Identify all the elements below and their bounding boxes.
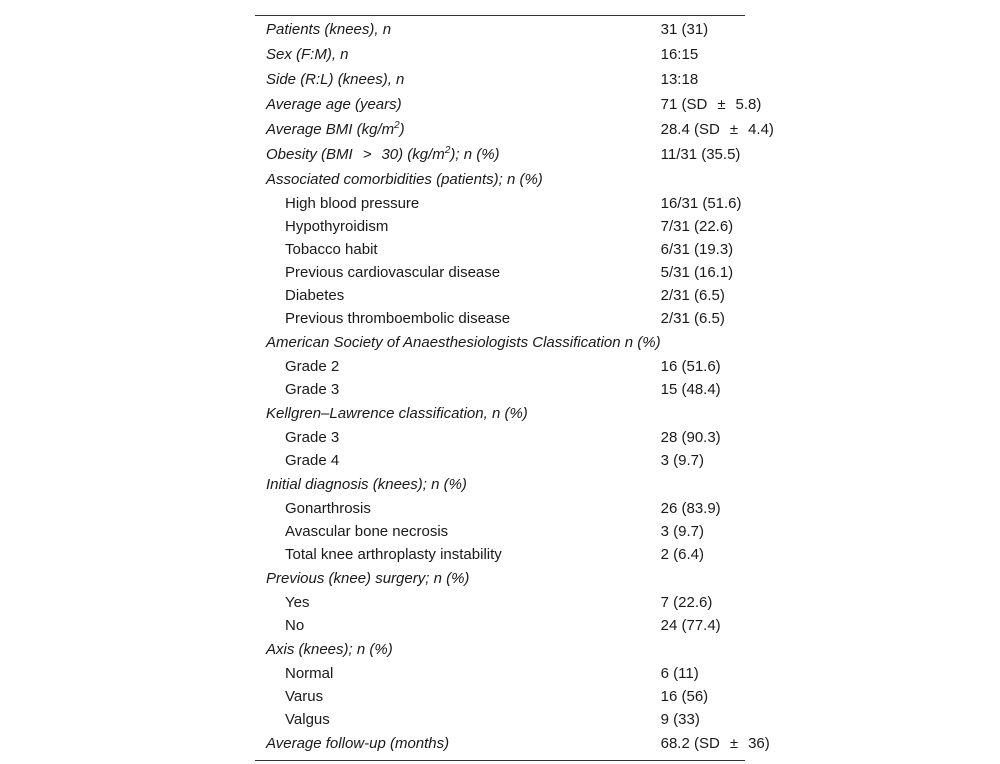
row-asa-grade2: [255, 355, 774, 378]
row-kl-grade3: [255, 426, 774, 449]
value-suffix: 4.4): [748, 121, 774, 138]
row-value: [661, 731, 774, 756]
row-tobacco: [255, 238, 774, 261]
row-value: 16:15: [660, 46, 699, 63]
greater-than-symbol: >: [362, 146, 372, 163]
row-label: Diabetes: [285, 287, 345, 304]
value-prefix: 28.4 (SD: [660, 121, 720, 138]
section-label: Initial diagnosis (knees); n (%): [266, 476, 467, 493]
row-cardio: [255, 261, 774, 284]
row-axis-normal: [255, 662, 774, 685]
row-label: Hypothyroidism: [285, 218, 389, 235]
row-side: [255, 67, 774, 92]
row-value: 2 (6.4): [660, 546, 704, 563]
row-value: 9 (33): [660, 711, 700, 728]
label-suffix: ): [399, 121, 405, 138]
superscript: 2: [444, 145, 451, 156]
row-value: 26 (83.9): [660, 500, 721, 517]
row-axis-valgus: [255, 708, 774, 731]
row-value: 31 (31): [660, 21, 709, 38]
row-gonarthrosis: [255, 497, 774, 520]
row-value: 15 (48.4): [660, 381, 721, 398]
row-value: 5/31 (16.1): [660, 264, 734, 281]
row-label: Grade 2: [285, 358, 340, 375]
row-label: Average age (years): [266, 96, 402, 113]
row-label: Average follow-up (months): [266, 735, 450, 752]
table-body: [255, 17, 774, 756]
row-value: 11/31 (35.5): [660, 146, 741, 163]
row-kl: [255, 401, 774, 426]
row-value: 7/31 (22.6): [660, 218, 734, 235]
value-suffix: 36): [748, 735, 770, 752]
row-value: [661, 117, 774, 142]
row-obesity: [255, 142, 774, 167]
row-label: Avascular bone necrosis: [285, 523, 449, 540]
row-value: 6 (11): [660, 665, 699, 682]
value-prefix: 71 (SD: [660, 96, 708, 113]
row-asa: [255, 330, 774, 355]
row-value: 2/31 (6.5): [660, 310, 725, 327]
row-value: [661, 92, 774, 117]
row-value: [661, 566, 774, 591]
row-value: 3 (9.7): [660, 523, 704, 540]
row-surgery-no: [255, 614, 774, 637]
row-surgery-yes: [255, 591, 774, 614]
row-value: [661, 637, 774, 662]
row-diabetes: [255, 284, 774, 307]
row-asa-grade3: [255, 378, 774, 401]
plus-minus-symbol: ±: [729, 735, 739, 752]
row-label: Varus: [285, 688, 324, 705]
demographics-table: [255, 15, 774, 761]
row-hypothyroidism: [255, 215, 774, 238]
plus-minus-symbol: ±: [717, 96, 726, 113]
label-prefix: Average BMI (kg/m: [266, 121, 395, 138]
row-bmi: [255, 117, 774, 142]
row-age: [255, 92, 774, 117]
label-part-b: 30) (kg/m: [381, 146, 445, 163]
row-value: 16 (51.6): [660, 358, 721, 375]
row-value: [661, 330, 774, 355]
plus-minus-symbol: ±: [729, 121, 739, 138]
label-part-c: ); n (%): [450, 146, 500, 163]
row-axis: [255, 637, 774, 662]
section-label: Associated comorbidities (patients); n (%): [266, 171, 543, 188]
row-value: 3 (9.7): [660, 452, 704, 469]
row-patients: [255, 17, 774, 42]
row-hbp: [255, 192, 774, 215]
row-followup: [255, 731, 774, 756]
row-avascular: [255, 520, 774, 543]
superscript: 2: [394, 120, 400, 131]
row-label: [255, 117, 661, 142]
row-value: 24 (77.4): [660, 617, 721, 634]
row-label: Grade 3: [285, 429, 340, 446]
row-value: [661, 167, 774, 192]
row-thrombo: [255, 307, 774, 330]
row-kl-grade4: [255, 449, 774, 472]
row-label: Grade 4: [285, 452, 340, 469]
row-value: 16/31 (51.6): [660, 195, 742, 212]
row-tka-instability: [255, 543, 774, 566]
row-diagnosis: [255, 472, 774, 497]
section-label: Axis (knees); n (%): [266, 641, 393, 658]
row-label: High blood pressure: [285, 195, 420, 212]
row-value: 13:18: [660, 71, 699, 88]
row-value: 6/31 (19.3): [660, 241, 734, 258]
row-label: Tobacco habit: [285, 241, 378, 258]
row-comorbidities: [255, 167, 774, 192]
row-label: Side (R:L) (knees), n: [266, 71, 405, 88]
row-label: Sex (F:M), n: [266, 46, 349, 63]
row-label: Normal: [285, 665, 334, 682]
demographics-table-grid: [255, 17, 774, 756]
row-label: Gonarthrosis: [285, 500, 371, 517]
row-label: Valgus: [285, 711, 330, 728]
value-prefix: 68.2 (SD: [660, 735, 720, 752]
row-label: [255, 142, 661, 167]
row-value: 2/31 (6.5): [660, 287, 725, 304]
row-value: [661, 472, 774, 497]
row-label: Previous cardiovascular disease: [285, 264, 501, 281]
row-prev-surgery: [255, 566, 774, 591]
row-label: Previous thromboembolic disease: [285, 310, 511, 327]
row-label: Grade 3: [285, 381, 340, 398]
row-value: [661, 401, 774, 426]
section-label: Previous (knee) surgery; n (%): [266, 570, 470, 587]
row-value: 16 (56): [660, 688, 709, 705]
row-value: 28 (90.3): [660, 429, 721, 446]
section-label: Kellgren–Lawrence classification, n (%): [266, 405, 528, 422]
label-part-a: Obesity (BMI: [266, 146, 353, 163]
row-label: Total knee arthroplasty instability: [285, 546, 502, 563]
value-suffix: 5.8): [735, 96, 762, 113]
row-sex: [255, 42, 774, 67]
row-value: 7 (22.6): [660, 594, 713, 611]
row-axis-varus: [255, 685, 774, 708]
row-label: Patients (knees), n: [266, 21, 392, 38]
row-label: No: [285, 617, 305, 634]
section-label: American Society of Anaesthesiologists Classification n (%): [266, 334, 661, 351]
row-label: Yes: [285, 594, 310, 611]
